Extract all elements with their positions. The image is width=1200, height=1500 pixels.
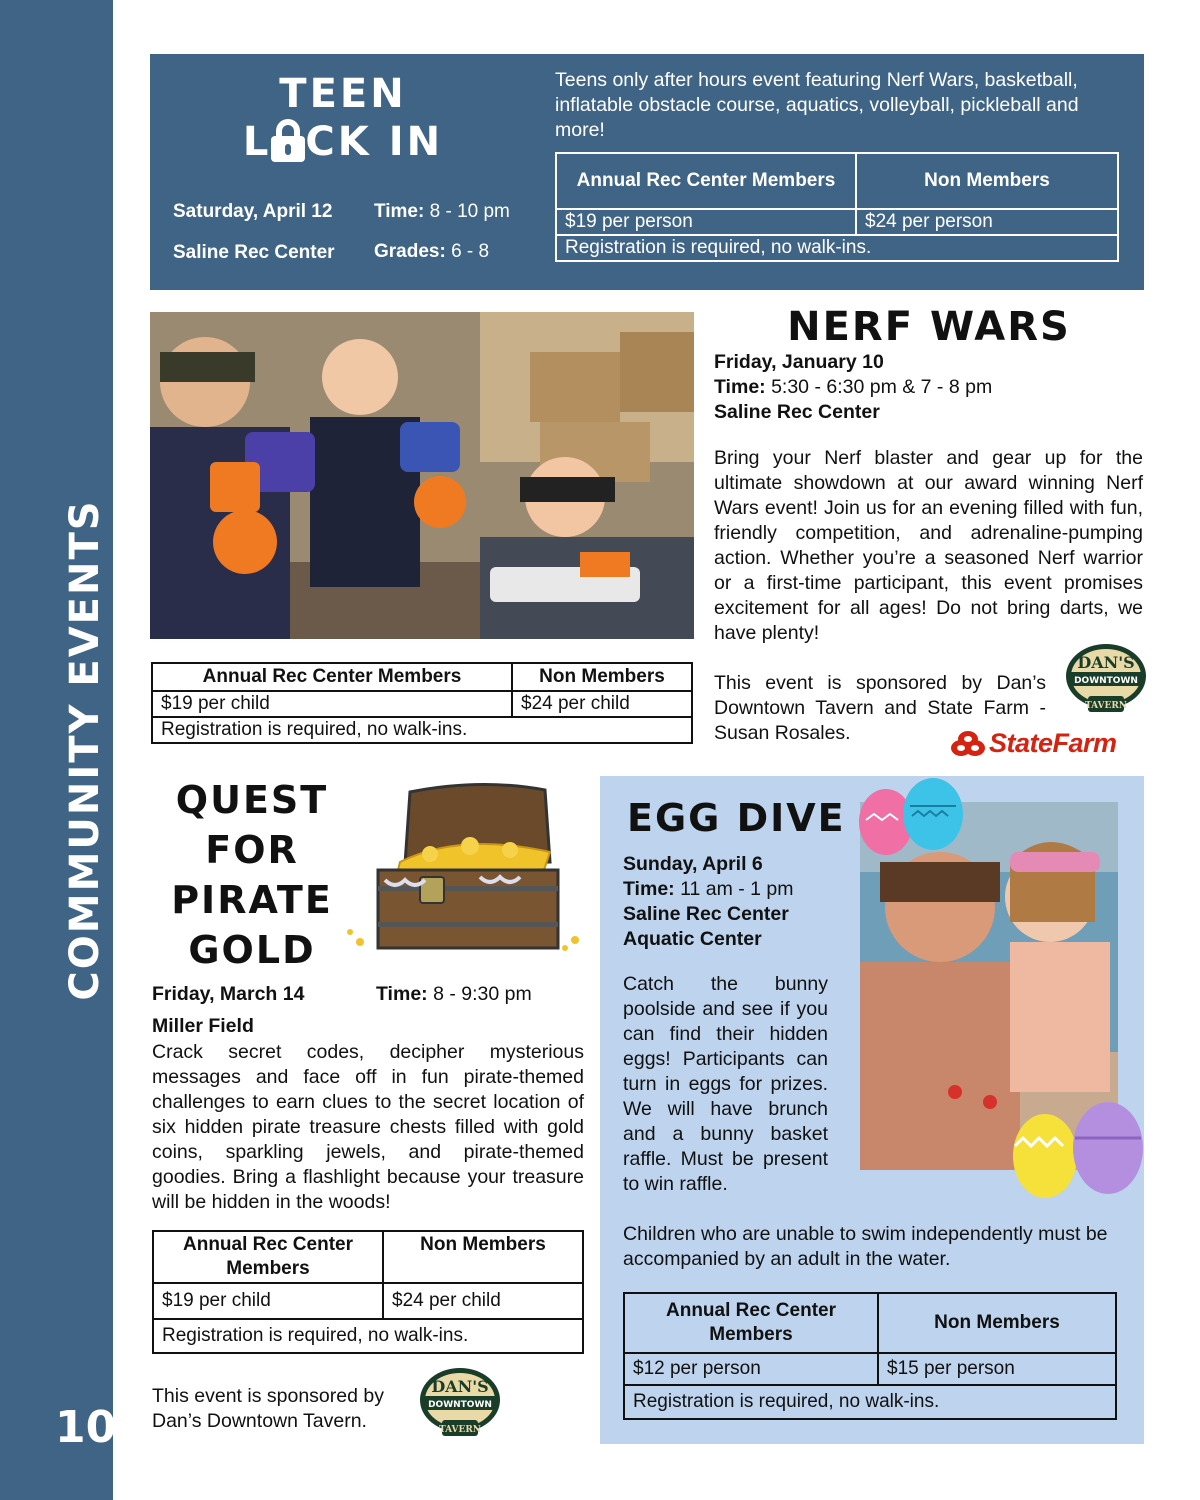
non-members-header: Non Members bbox=[383, 1231, 583, 1283]
nerf-date: Friday, January 10 bbox=[714, 351, 884, 373]
egg-date: Sunday, April 6 bbox=[623, 853, 763, 875]
quest-title bbox=[152, 775, 352, 975]
egg-dive-title: EGG DIVE bbox=[627, 796, 846, 840]
title-line-2-a: L bbox=[242, 119, 272, 165]
page-number: 10 bbox=[55, 1402, 117, 1453]
nerf-wars-sponsor: This event is sponsored by Dan’s Downtown Tavern and State Farm - Susan Rosales. bbox=[714, 672, 1046, 744]
nerf-time: Time: 5:30 - 6:30 pm & 7 - 8 pm bbox=[714, 376, 993, 398]
members-price: $19 per child bbox=[152, 691, 512, 717]
egg-time: Time: 11 am - 1 pm bbox=[623, 878, 794, 900]
quest-description: Crack secret codes, decipher mysterious messages and face off in fun pirate-themed challenges to earn clues to the secret location of six hidden pirate treasure chests filled with gold coins, sparkling jewels, and pirate-themed goodies. Bring a flashlight because your treasure will be hidden in the woods! bbox=[152, 1041, 584, 1213]
quest-location: Miller Field bbox=[152, 1015, 254, 1037]
members-price: $12 per person bbox=[624, 1353, 878, 1385]
svg-text:TAVERN: TAVERN bbox=[1084, 701, 1128, 711]
egg-dive-photo bbox=[860, 802, 1118, 1170]
padlock-icon bbox=[271, 119, 305, 159]
nerf-wars-description: Bring your Nerf blaster and gear up for the ultimate showdown at our award winning Nerf Wars event! Join us for an evening filled with fun, friendly competition, and adrenaline-pumping action. Whether you’re a seasoned Nerf warrior or a first-time participant, this event promises excitement for all ages! Do not bring darts, we have plenty! bbox=[714, 447, 1143, 644]
title-line-1: TEEN bbox=[279, 71, 407, 117]
lock-in-location: Saline Rec Center bbox=[173, 242, 335, 263]
nerf-wars-title: NERF WARS bbox=[787, 304, 1071, 350]
egg-dive-swim-note: Children who are unable to swim independently must be accompanied by an adult in the water. bbox=[623, 1223, 1108, 1270]
quest-sponsor: This event is sponsored by Dan’s Downtown Tavern. bbox=[152, 1385, 384, 1432]
egg-dive-description: Catch the bunny poolside and see if you can find their hidden eggs! Participants can turn in eggs for prizes. We will have brunch and a bunny basket raffle. Must be present to win raffle. bbox=[623, 973, 828, 1195]
quest-time: Time: 8 - 9:30 pm bbox=[376, 983, 532, 1005]
non-members-price: $24 per child bbox=[383, 1283, 583, 1319]
lock-in-description: Teens only after hours event featuring Nerf Wars, basketball, inflatable obstacle course, aquatics, volleyball, pickleball and more! bbox=[555, 69, 1079, 141]
teen-lock-in-panel bbox=[150, 54, 1144, 290]
members-header: Annual Rec Center Members bbox=[624, 1293, 878, 1353]
lock-in-price-table bbox=[555, 152, 1119, 262]
non-members-header: Non Members bbox=[878, 1293, 1116, 1353]
section-label: COMMUNITY EVENTS bbox=[62, 499, 108, 1001]
nerf-wars-photo bbox=[150, 312, 694, 639]
egg-dive-price-table bbox=[623, 1292, 1117, 1420]
quest-date: Friday, March 14 bbox=[152, 983, 305, 1005]
treasure-chest-illustration bbox=[340, 782, 590, 954]
state-farm-logo bbox=[950, 728, 1117, 759]
non-members-price: $24 per person bbox=[856, 209, 1118, 235]
state-farm-ovals-icon bbox=[950, 730, 986, 758]
egg-dive-details bbox=[623, 852, 794, 952]
members-header: Annual Rec Center Members bbox=[556, 153, 856, 209]
quest-title-line: FOR bbox=[205, 828, 299, 872]
quest-title-line: QUEST bbox=[175, 778, 329, 822]
members-header: Annual Rec Center Members bbox=[153, 1231, 383, 1283]
sidebar bbox=[0, 0, 117, 1500]
title-line-2 bbox=[238, 118, 448, 166]
egg-location-1: Saline Rec Center bbox=[623, 903, 789, 925]
quest-price-table bbox=[152, 1230, 584, 1354]
members-header: Annual Rec Center Members bbox=[152, 663, 512, 691]
state-farm-wordmark: StateFarm bbox=[989, 728, 1117, 758]
egg-dive-panel bbox=[600, 776, 1144, 1444]
quest-title-line: GOLD bbox=[188, 928, 316, 972]
quest-title-line: PIRATE bbox=[171, 878, 333, 922]
dans-downtown-tavern-logo bbox=[1064, 640, 1148, 718]
lock-in-grades: Grades: 6 - 8 bbox=[374, 241, 490, 262]
lock-in-date: Saturday, April 12 bbox=[173, 201, 333, 222]
svg-text:DAN'S: DAN'S bbox=[1077, 653, 1135, 672]
svg-text:DOWNTOWN: DOWNTOWN bbox=[428, 1400, 492, 1410]
title-line-2-b: CK IN bbox=[305, 119, 444, 165]
members-price: $19 per person bbox=[556, 209, 856, 235]
non-members-price: $15 per person bbox=[878, 1353, 1116, 1385]
registration-note: Registration is required, no walk-ins. bbox=[624, 1385, 1116, 1419]
teen-lock-in-title bbox=[238, 70, 448, 166]
non-members-price: $24 per child bbox=[512, 691, 692, 717]
nerf-price-table bbox=[151, 662, 693, 744]
non-members-header: Non Members bbox=[512, 663, 692, 691]
svg-text:DOWNTOWN: DOWNTOWN bbox=[1074, 676, 1138, 686]
lock-in-time: Time: 8 - 10 pm bbox=[374, 201, 510, 222]
dans-downtown-tavern-logo bbox=[418, 1364, 502, 1442]
svg-text:DAN'S: DAN'S bbox=[431, 1377, 489, 1396]
registration-note: Registration is required, no walk-ins. bbox=[153, 1319, 583, 1353]
nerf-location: Saline Rec Center bbox=[714, 401, 880, 423]
registration-note: Registration is required, no walk-ins. bbox=[152, 717, 692, 743]
members-price: $19 per child bbox=[153, 1283, 383, 1319]
egg-location-2: Aquatic Center bbox=[623, 928, 762, 950]
registration-note: Registration is required, no walk-ins. bbox=[556, 235, 1118, 261]
svg-text:TAVERN: TAVERN bbox=[438, 1425, 482, 1435]
section-label-wrap bbox=[0, 0, 108, 1001]
non-members-header: Non Members bbox=[856, 153, 1118, 209]
nerf-wars-details bbox=[714, 350, 992, 425]
